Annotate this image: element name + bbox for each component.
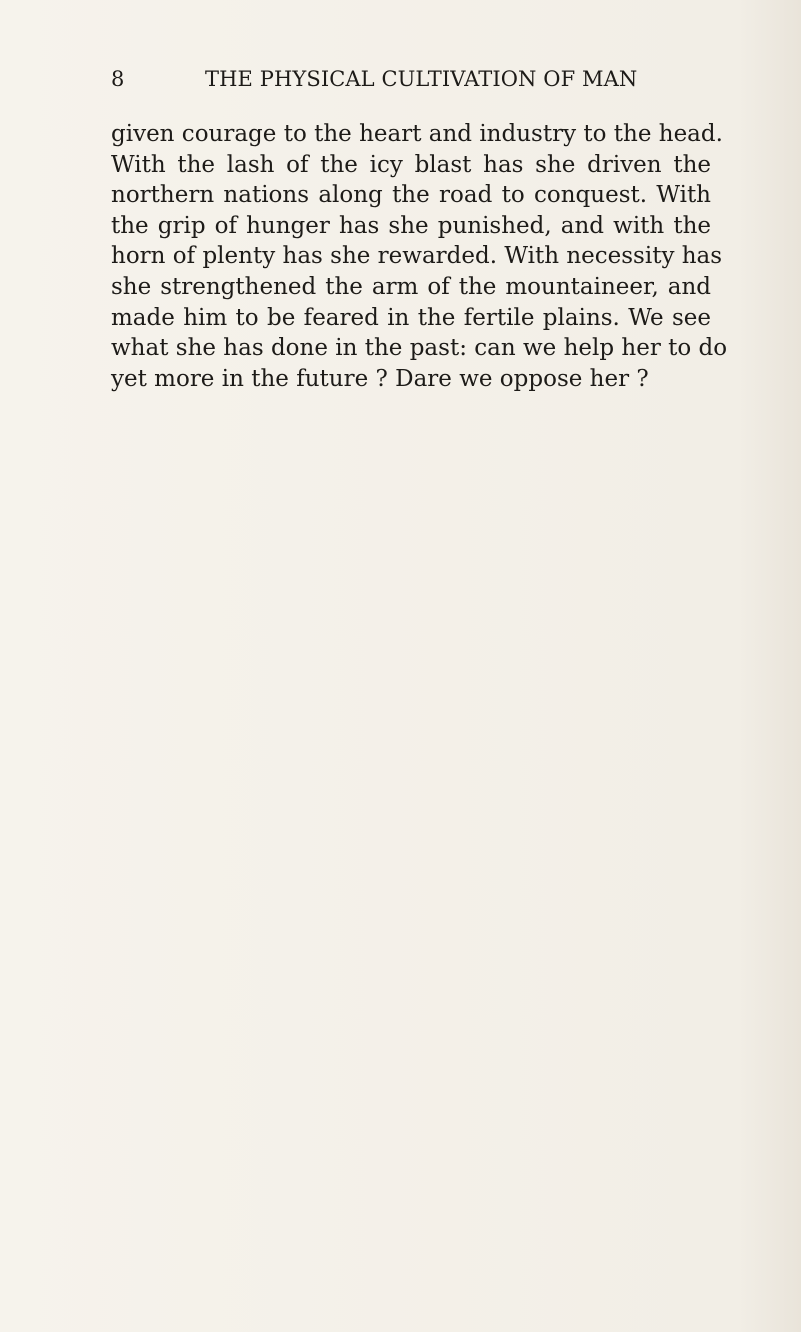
body-paragraph [111, 119, 728, 394]
running-header [111, 64, 671, 94]
text-line: northern nations along the road to conquest. With [111, 182, 711, 209]
text-line: made him to be feared in the fertile plains. We see [111, 304, 711, 331]
text-line: what she has done in the past: can we help her to do [111, 335, 728, 362]
text-line: given courage to the heart and industry to the head. [111, 121, 723, 147]
text-line: horn of plenty has she rewarded. With necessity has [111, 243, 723, 270]
text-line: With the lash of the icy blast has she driven the [111, 151, 711, 178]
running-title: THE PHYSICAL CULTIVATION OF MAN [205, 67, 638, 91]
text-line: she strengthened the arm of the mountaineer, and [111, 273, 711, 300]
text-line: the grip of hunger has she punished, and with the [111, 212, 711, 239]
text-line: yet more in the future ? Dare we oppose her ? [111, 365, 649, 392]
page-number: 8 [111, 67, 125, 91]
